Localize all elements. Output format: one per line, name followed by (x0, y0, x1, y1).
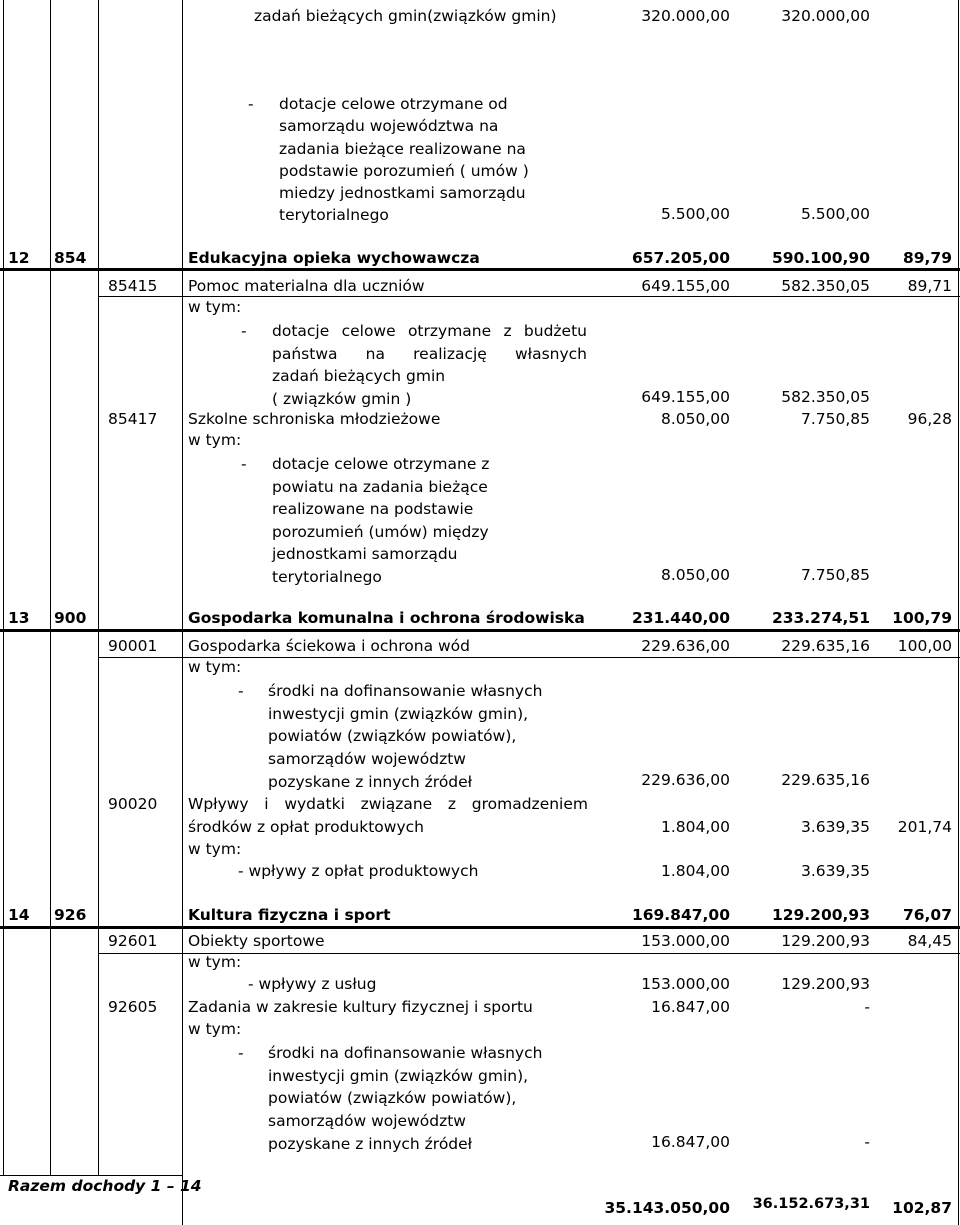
sec13-r1-description (268, 680, 542, 794)
row-border-12-sub (98, 296, 960, 297)
sec12-r1-dash: - (241, 322, 247, 340)
sec14-r1-code: 92601 (108, 932, 158, 950)
sec13-pct: 100,79 (892, 609, 952, 627)
sec14-dzial: 926 (54, 906, 87, 924)
sec12-r2-line: realizowane na podstawie (272, 500, 474, 519)
sec12-name: Edukacyjna opieka wychowawcza (188, 249, 480, 267)
sec14-lp: 14 (8, 906, 30, 924)
col-line-right (958, 0, 959, 1225)
sec13-r1-line: powiatów (związków powiatów), (268, 727, 517, 746)
sec12-r2-dash: - (241, 455, 247, 473)
sec12-r1-line: państwa na realizację własnych (272, 344, 587, 363)
sec12-r1-sub-plan: 649.155,00 (641, 388, 730, 406)
sec13-plan: 231.440,00 (631, 609, 730, 627)
sec13-r1-line: samorządów województw (268, 750, 466, 769)
sec13-r2-sub-plan: 1.804,00 (660, 862, 730, 880)
sec12-r1-sub-exec: 582.350,05 (781, 388, 870, 406)
sec12-lp: 12 (8, 249, 30, 267)
sec14-r2-line: pozyskane z innych źródeł (268, 1134, 473, 1153)
row-border-14 (0, 926, 960, 929)
sec14-r1-plan: 153.000,00 (641, 932, 730, 950)
row-border-13 (0, 629, 960, 632)
sec12-r2-sub-exec: 7.750,85 (800, 566, 870, 584)
top-exec: 320.000,00 (781, 7, 870, 25)
sec13-r1-exec: 229.635,16 (781, 637, 870, 655)
sec12-r1-exec: 582.350,05 (781, 277, 870, 295)
sec14-r1-name: Obiekty sportowe (188, 932, 325, 950)
sec12-r1-wtym: w tym: (188, 298, 242, 316)
col-line-left (3, 0, 4, 1175)
sec14-r2-sub-exec: - (864, 1133, 870, 1151)
block-a-exec: 5.500,00 (800, 205, 870, 223)
sec14-r2-name: Zadania w zakresie kultury fizycznej i sportu (188, 998, 533, 1016)
sec14-r2-description (268, 1042, 542, 1156)
total-exec: 36.152.673,31 (752, 1196, 870, 1212)
sec14-r2-wtym: w tym: (188, 1020, 242, 1038)
sec13-r2-pct: 201,74 (897, 818, 952, 836)
sec14-exec: 129.200,93 (771, 906, 870, 924)
sec13-r1-line: pozyskane z innych źródeł (268, 772, 473, 791)
col-line-dzial (98, 0, 99, 1175)
sec12-dzial: 854 (54, 249, 87, 267)
sec12-r1-line: dotacje celowe otrzymane z budżetu (272, 322, 587, 340)
sec13-r1-line: inwestycji gmin (związków gmin), (268, 704, 529, 723)
sec13-dzial: 900 (54, 609, 87, 627)
sec14-r1-pct: 84,45 (907, 932, 952, 950)
sec12-r1-line: ( związków gmin ) (272, 389, 412, 408)
sec13-r1-wtym: w tym: (188, 658, 242, 676)
sec12-r2-line: powiatu na zadania bieżące (272, 477, 488, 496)
sec12-r1-pct: 89,71 (907, 277, 952, 295)
sec14-r2-line: powiatów (związków powiatów), (268, 1089, 517, 1108)
sec14-r2-code: 92605 (108, 998, 158, 1016)
block-a-dash: - (248, 95, 254, 113)
block-a-description (279, 93, 529, 227)
sec13-r2-sub: - wpływy z opłat produktowych (238, 862, 479, 880)
sec14-r1-wtym: w tym: (188, 953, 242, 971)
sec14-r2-line: inwestycji gmin (związków gmin), (268, 1066, 529, 1085)
sec14-r1-exec: 129.200,93 (781, 932, 870, 950)
sec13-r1-code: 90001 (108, 637, 158, 655)
sec12-r1-plan: 649.155,00 (641, 277, 730, 295)
row-border-total (0, 1175, 183, 1176)
sec13-r1-sub-plan: 229.636,00 (641, 771, 730, 789)
sec13-r2-name-1: Wpływy i wydatki związane z gromadzeniem (188, 795, 588, 813)
sec13-r1-line: środki na dofinansowanie własnych (268, 682, 543, 700)
block-a-line: miedzy jednostkami samorządu (279, 184, 526, 203)
sec12-r1-code: 85415 (108, 277, 158, 295)
sec14-plan: 169.847,00 (631, 906, 730, 924)
sec12-r2-wtym: w tym: (188, 431, 242, 449)
sec13-r1-dash: - (238, 682, 244, 700)
sec13-r2-plan: 1.804,00 (660, 818, 730, 836)
sec14-r2-plan: 16.847,00 (651, 998, 730, 1016)
sec12-r1-line: zadań bieżących gmin (272, 367, 446, 385)
sec12-r2-name: Szkolne schroniska młodzieżowe (188, 410, 441, 428)
sec13-r2-name-2: środków z opłat produktowych (188, 818, 424, 836)
sec13-r1-name: Gospodarka ściekowa i ochrona wód (188, 637, 471, 655)
sec12-r2-pct: 96,28 (907, 410, 952, 428)
sec13-r1-sub-exec: 229.635,16 (781, 771, 870, 789)
sec12-r2-line: porozumień (umów) między (272, 522, 489, 541)
sec14-r2-dash: - (238, 1044, 244, 1062)
sec13-lp: 13 (8, 609, 30, 627)
sec12-exec: 590.100,90 (771, 249, 870, 267)
sec13-r2-exec: 3.639,35 (800, 818, 870, 836)
sec14-r2-sub-plan: 16.847,00 (651, 1133, 730, 1151)
sec12-r2-plan: 8.050,00 (660, 410, 730, 428)
sec12-r1-description (272, 320, 587, 410)
sec14-pct: 76,07 (902, 906, 952, 924)
top-plan: 320.000,00 (641, 7, 730, 25)
block-a-line: samorządu województwa na (279, 117, 499, 136)
sec13-r1-plan: 229.636,00 (641, 637, 730, 655)
block-a-plan: 5.500,00 (660, 205, 730, 223)
sec14-r2-line: samorządów województw (268, 1112, 466, 1131)
sec12-pct: 89,79 (902, 249, 952, 267)
total-pct: 102,87 (892, 1199, 952, 1217)
total-label: Razem dochody 1 – 14 (8, 1177, 202, 1195)
sec12-r2-line: dotacje celowe otrzymane z (272, 455, 490, 473)
sec13-r2-code: 90020 (108, 795, 158, 813)
sec12-r2-exec: 7.750,85 (800, 410, 870, 428)
sec14-r1-sub-plan: 153.000,00 (641, 975, 730, 993)
sec12-r2-code: 85417 (108, 410, 158, 428)
sec12-r2-line: terytorialnego (272, 567, 382, 586)
sec12-r2-line: jednostkami samorządu (272, 545, 458, 564)
sec12-r1-name: Pomoc materialna dla uczniów (188, 277, 425, 295)
block-a-line: zadania bieżące realizowane na (279, 139, 526, 158)
sec14-r1-sub-exec: 129.200,93 (781, 975, 870, 993)
row-border-12 (0, 268, 960, 271)
block-a-line: podstawie porozumień ( umów ) (279, 161, 529, 180)
sec14-r1-sub: - wpływy z usług (248, 975, 377, 993)
sec14-r2-exec: - (864, 998, 870, 1016)
sec14-name: Kultura fizyczna i sport (188, 906, 391, 924)
col-line-rozdzial (182, 0, 183, 1225)
block-a-line: dotacje celowe otrzymane od (279, 95, 508, 113)
sec13-r2-wtym: w tym: (188, 840, 242, 858)
sec12-plan: 657.205,00 (631, 249, 730, 267)
total-plan: 35.143.050,00 (604, 1199, 730, 1217)
sec14-r2-line: środki na dofinansowanie własnych (268, 1044, 543, 1062)
sec13-exec: 233.274,51 (771, 609, 870, 627)
sec13-r2-sub-exec: 3.639,35 (800, 862, 870, 880)
col-line-lp (50, 0, 51, 1175)
top-continuation-line: zadań bieżących gmin(związków gmin) (254, 7, 557, 25)
sec12-r2-sub-plan: 8.050,00 (660, 566, 730, 584)
sec13-name: Gospodarka komunalna i ochrona środowiska (188, 609, 585, 627)
sec12-r2-description (272, 453, 489, 589)
block-a-line: terytorialnego (279, 206, 389, 225)
sec13-r1-pct: 100,00 (897, 637, 952, 655)
